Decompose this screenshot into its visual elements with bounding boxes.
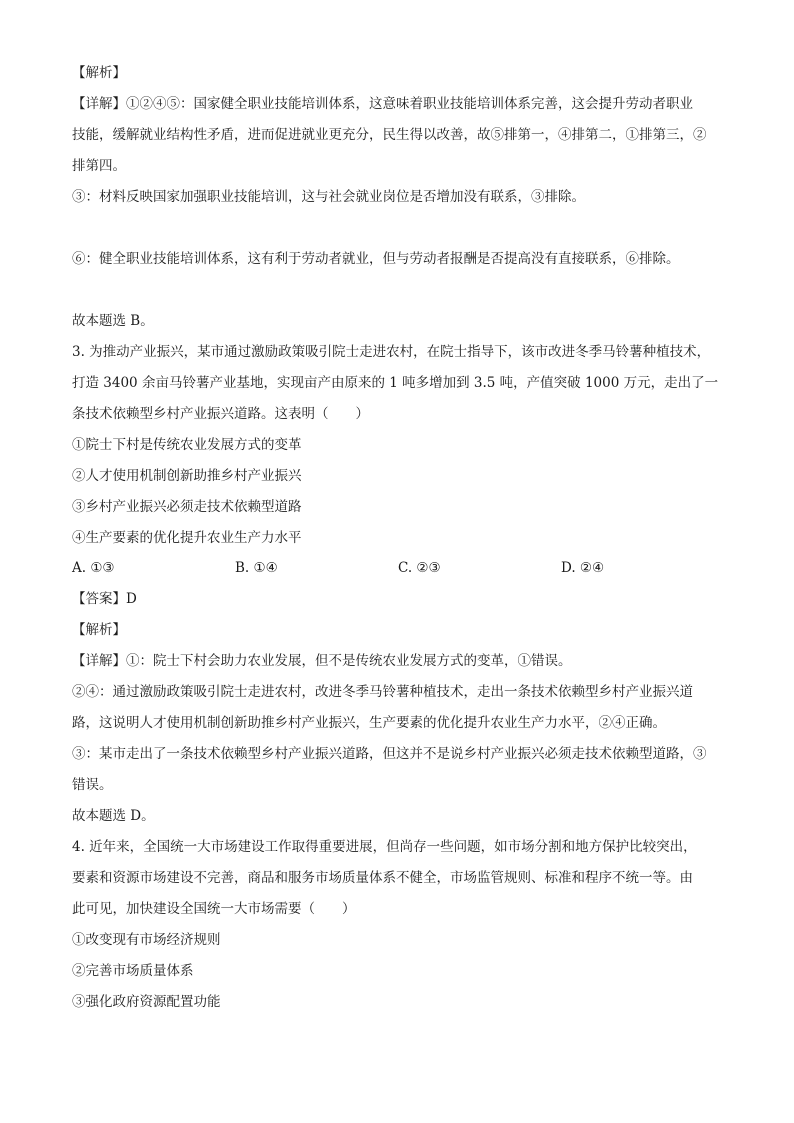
document-page — [72, 62, 732, 1013]
answer-options — [72, 557, 732, 579]
statement-item: ①改变现有市场经济规则 — [72, 932, 221, 948]
conclusion: 故本题选 B。 — [72, 313, 154, 329]
answer-tag: 【答案】D — [72, 591, 137, 607]
question-stem: 要素和资源市场建设不完善，商品和服务市场质量体系不健全，市场监管规则、标准和程序不统一等。由 — [72, 870, 693, 886]
question-stem: 4. 近年来，全国统一大市场建设工作取得重要进展，但尚存一些问题，如市场分割和地方保护比较突出， — [72, 839, 697, 855]
detail-line: ②④：通过激励政策吸引院士走进农村，改进冬季马铃薯种植技术，走出一条技术依赖型乡村产业振兴道 — [72, 684, 693, 700]
analysis-tag: 【解析】 — [72, 65, 126, 81]
statement-item: ③乡村产业振兴必须走技术依赖型道路 — [72, 499, 302, 515]
question-stem: 打造 3400 余亩马铃薯产业基地，实现亩产由原来的 1 吨多增加到 3.5 吨，产值突破 1000 万元，走出了一 — [72, 375, 719, 391]
statement-item: ①院士下村是传统农业发展方式的变革 — [72, 437, 302, 453]
statement-item: ②完善市场质量体系 — [72, 963, 194, 979]
statement-item: ③强化政府资源配置功能 — [72, 994, 221, 1010]
statement-item: ②人才使用机制创新助推乡村产业振兴 — [72, 468, 302, 484]
option-d: D. ②④ — [561, 560, 605, 576]
question-stem: 条技术依赖型乡村产业振兴道路。这表明（ ） — [72, 406, 369, 422]
detail-line: ③：材料反映国家加强职业技能培训，这与社会就业岗位是否增加没有联系，③排除。 — [72, 189, 585, 205]
question-stem: 此可见，加快建设全国统一大市场需要（ ） — [72, 901, 356, 917]
conclusion: 故本题选 D。 — [72, 808, 155, 824]
detail-line: 排第四。 — [72, 158, 126, 174]
detail-line: 路，这说明人才使用机制创新助推乡村产业振兴，生产要素的优化提升农业生产力水平，②④正确。 — [72, 715, 666, 731]
analysis-tag: 【解析】 — [72, 622, 126, 638]
detail-line: ③：某市走出了一条技术依赖型乡村产业振兴道路，但这并不是说乡村产业振兴必须走技术依赖型道路，③ — [72, 746, 707, 762]
statement-item: ④生产要素的优化提升农业生产力水平 — [72, 530, 302, 546]
option-b: B. ①④ — [235, 560, 278, 576]
detail-line: 技能，缓解就业结构性矛盾，进而促进就业更充分，民生得以改善，故⑤排第一，④排第二，①排第三，② — [72, 127, 707, 143]
detail-line: 【详解】①②④⑤：国家健全职业技能培训体系，这意味着职业技能培训体系完善，这会提升劳动者职业 — [72, 96, 693, 112]
question-stem: 3. 为推动产业振兴，某市通过激励政策吸引院士走进农村，在院士指导下，该市改进冬季马铃薯种植技术， — [72, 344, 711, 360]
option-a: A. ①③ — [72, 560, 115, 576]
detail-line: ⑥：健全职业技能培训体系，这有利于劳动者就业，但与劳动者报酬是否提高没有直接联系，⑥排除。 — [72, 251, 680, 267]
detail-line: 错误。 — [72, 777, 113, 793]
option-c: C. ②③ — [398, 560, 441, 576]
detail-line: 【详解】①：院士下村会助力农业发展，但不是传统农业发展方式的变革，①错误。 — [72, 653, 572, 669]
